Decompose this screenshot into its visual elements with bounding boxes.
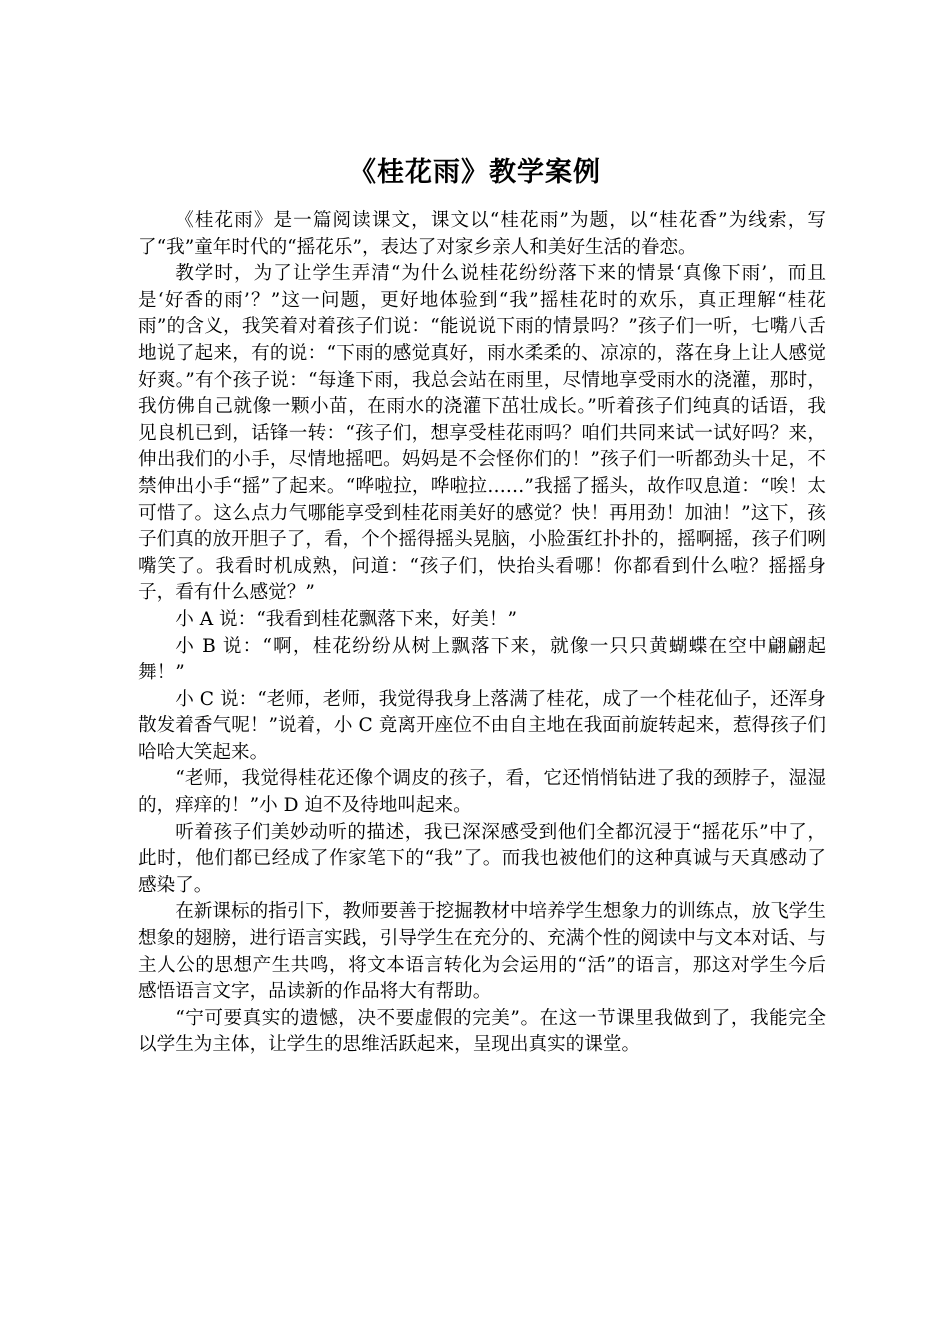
paragraph-intro: 《桂花雨》是一篇阅读课文，课文以“桂花雨”为题，以“桂花香”为线索，写了“我”童年时代的“摇花乐”，表达了对家乡亲人和美好生活的眷恋。 <box>138 210 826 258</box>
paragraph-student-c: 小 C 说：“老师，老师，我觉得我身上落满了桂花，成了一个桂花仙子，还浑身散发着香气呢！”说着，小 C 竟离开座位不由自主地在我面前旋转起来，惹得孩子们哈哈大笑起来。 <box>138 688 826 763</box>
paragraph-curriculum: 在新课标的指引下，教师要善于挖掘教材中培养学生想象力的训练点，放飞学生想象的翅膀，进行语言实践，引导学生在充分的、充满个性的阅读中与文本对话、与主人公的思想产生共鸣，将文本语言转化为会运用的“活”的语言，那这对学生今后感悟语言文字，品读新的作品将大有帮助。 <box>138 901 826 1003</box>
document-title: 《桂花雨》教学案例 <box>349 157 601 188</box>
paragraph-student-a: 小 A 说：“我看到桂花飘落下来，好美！” <box>175 608 517 630</box>
document-body <box>138 208 826 1059</box>
paragraph-reflection: 听着孩子们美妙动听的描述，我已深深感受到他们全都沉浸于“摇花乐”中了，此时，他们都已经成了作家笔下的“我”了。而我也被他们的这种真诚与天真感动了感染了。 <box>138 821 826 896</box>
paragraph-teaching: 教学时，为了让学生弄清“为什么说桂花纷纷落下来的情景‘真像下雨’，而且是‘好香的雨’？”这一问题，更好地体验到“我”摇桂花时的欢乐，真正理解“桂花雨”的含义，我笑着对着孩子们说：“能说说下雨的情景吗？”孩子们一听，七嘴八舌地说了起来，有的说：“下雨的感觉真好，雨水柔柔的、凉凉的，落在身上让人感觉好爽。”有个孩子说：“每逢下雨，我总会站在雨里，尽情地享受雨水的浇灌，那时，我仿佛自己就像一颗小苗，在雨水的浇灌下茁壮成长。”听着孩子们纯真的话语，我见良机已到，话锋一转：“孩子们，想享受桂花雨吗？咱们共同来试一试好吗？来，伸出我们的小手，尽情地摇吧。妈妈是不会怪你们的！”孩子们一听都劲头十足，不禁伸出小手“摇”了起来。“哗啦拉，哗啦拉……”我摇了摇头，故作叹息道：“唉！太可惜了。这么点力气哪能享受到桂花雨美好的感觉？快！再用劲！加油！”这下，孩子们真的放开胆子了，看，个个摇得摇头晃脑，小脸蛋红扑扑的，摇啊摇，孩子们咧嘴笑了。我看时机成熟，问道：“孩子们，快抬头看哪！你都看到什么啦？摇摇身子，看有什么感觉？” <box>138 263 826 604</box>
paragraph-conclusion: “宁可要真实的遗憾，决不要虚假的完美”。在这一节课里我做到了，我能完全以学生为主体，让学生的思维活跃起来，呈现出真实的课堂。 <box>138 1007 826 1056</box>
paragraph-student-b: 小 B 说：“啊，桂花纷纷从树上飘落下来，就像一只只黄蝴蝶在空中翩翩起舞！” <box>138 635 826 684</box>
paragraph-student-d: “老师，我觉得桂花还像个调皮的孩子，看，它还悄悄钻进了我的颈脖子，湿湿的，痒痒的！”小 D 迫不及待地叫起来。 <box>138 768 826 817</box>
